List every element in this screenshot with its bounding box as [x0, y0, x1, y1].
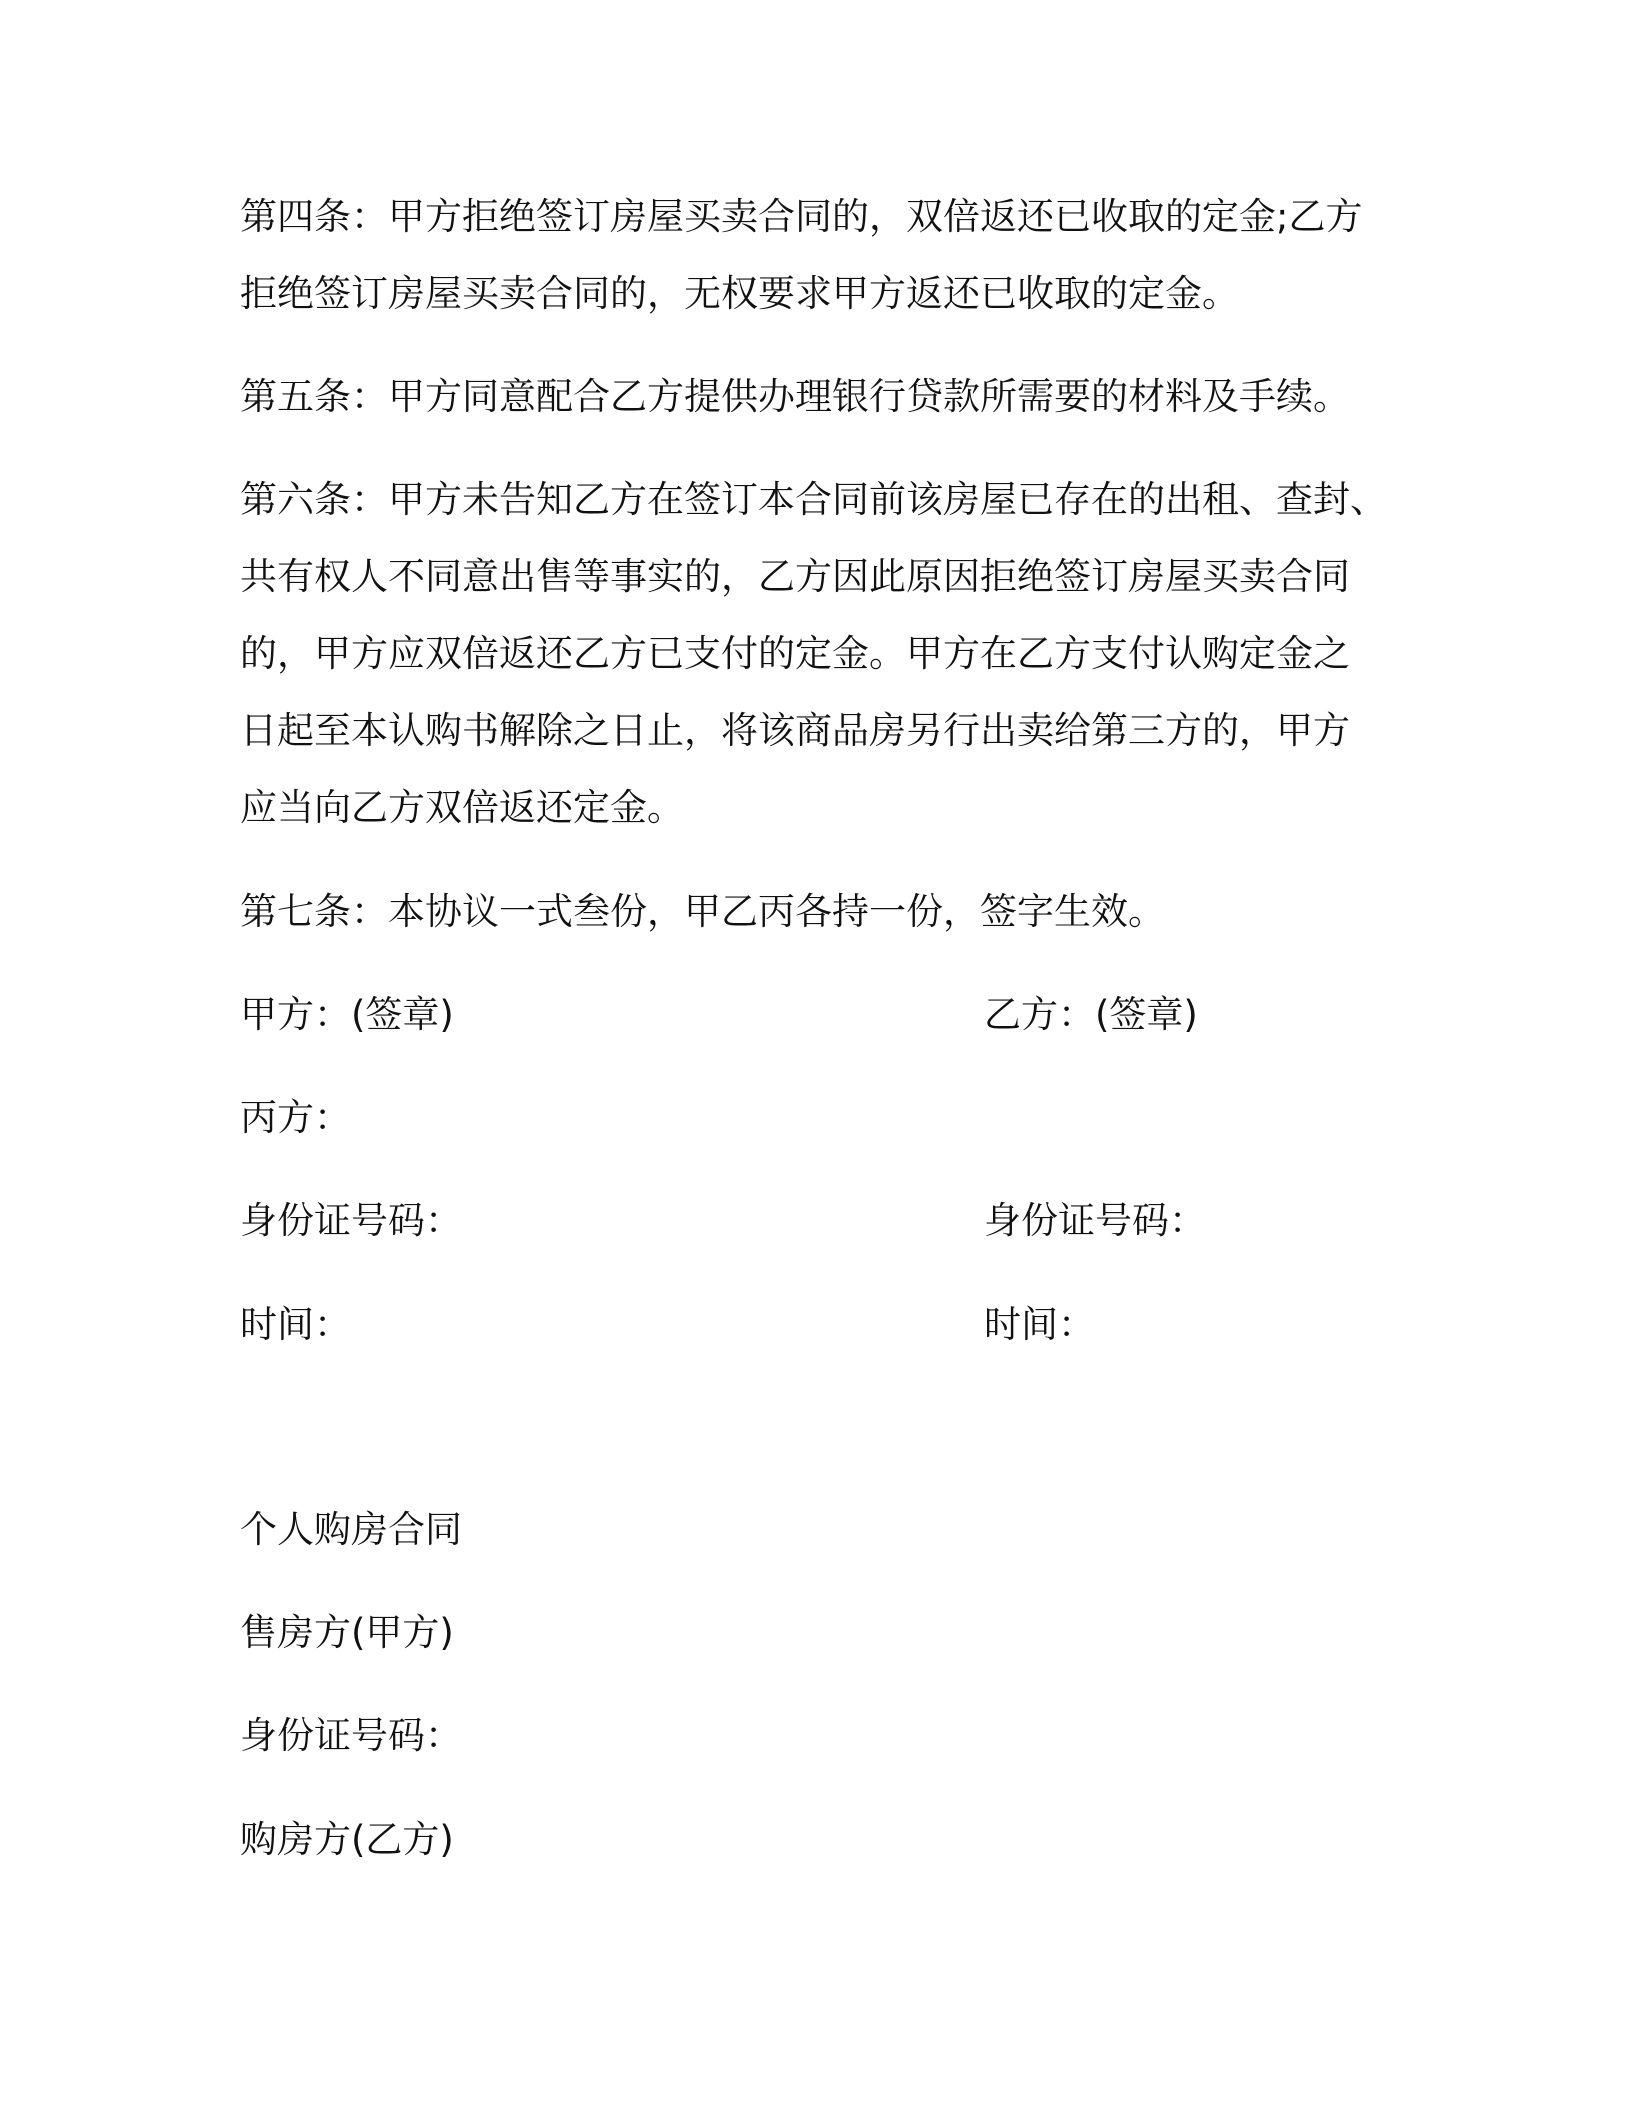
article-7-line-1: 第七条：本协议一式叁份，甲乙丙各持一份，签字生效。: [240, 890, 1165, 933]
article-6-line-5: 应当向乙方双倍返还定金。: [240, 786, 684, 829]
id-number-right-label: 身份证号码：: [984, 1199, 1206, 1242]
id-number-left-label: 身份证号码：: [240, 1199, 462, 1242]
article-6-line-4: 日起至本认购书解除之日止，将该商品房另行出卖给第三方的，甲方: [240, 709, 1350, 752]
time-right-label: 时间：: [984, 1303, 1095, 1346]
article-6-line-2: 共有权人不同意出售等事实的，乙方因此原因拒绝签订房屋买卖合同: [240, 555, 1350, 598]
time-left-label: 时间：: [240, 1303, 351, 1346]
article-4-line-2: 拒绝签订房屋买卖合同的，无权要求甲方返还已收取的定金。: [240, 272, 1239, 315]
article-5-line-1: 第五条：甲方同意配合乙方提供办理银行贷款所需要的材料及手续。: [240, 375, 1350, 418]
contract-title: 个人购房合同: [240, 1508, 462, 1551]
article-6-line-3: 的，甲方应双倍返还乙方已支付的定金。甲方在乙方支付认购定金之: [240, 632, 1350, 675]
seller-label: 售房方(甲方): [240, 1611, 454, 1654]
article-4-line-1: 第四条：甲方拒绝签订房屋买卖合同的，双倍返还已收取的定金;乙方: [240, 195, 1363, 238]
buyer-label: 购房方(乙方): [240, 1818, 454, 1861]
party-c-label: 丙方：: [240, 1096, 351, 1139]
seller-id-label: 身份证号码：: [240, 1714, 462, 1757]
party-a-signature-label: 甲方：(签章): [240, 993, 454, 1036]
article-6-line-1: 第六条：甲方未告知乙方在签订本合同前该房屋已存在的出租、查封、: [240, 478, 1387, 521]
party-b-signature-label: 乙方：(签章): [984, 993, 1198, 1036]
